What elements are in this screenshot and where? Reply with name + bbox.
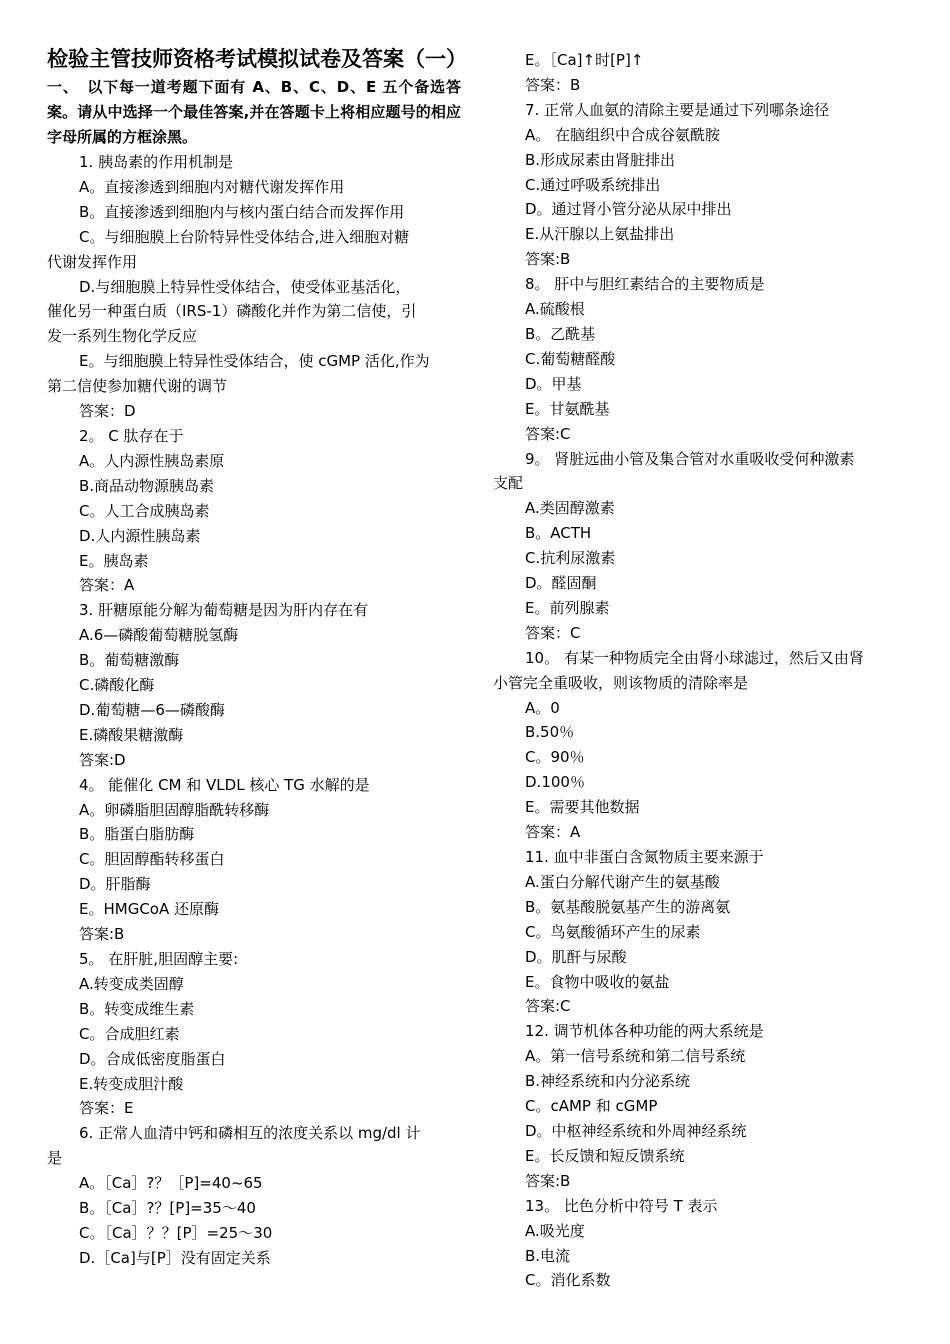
text-line: C。鸟氨酸循环产生的尿素 [525,922,701,941]
text-line: A.6—磷酸葡萄糖脱氢酶 [79,626,239,645]
text-line: 11. 血中非蛋白含氮物质主要来源于 [525,848,764,866]
text-line: E。HMGCoA 还原酶 [79,900,220,919]
text-line: C。与细胞膜上台阶特异性受体结合,进入细胞对糖 [79,227,410,246]
text-line: 9。 肾脏远曲小管及集合管对水重吸收受何种激素 [525,449,855,468]
text-line: 2。 C 肽存在于 [79,426,184,445]
text-line: E。胰岛素 [79,551,149,570]
text-line: 6. 正常人血清中钙和磷相互的浓度关系以 mg/dl 计 [79,1124,421,1143]
text-line: E。食物中吸收的氨盐 [525,972,670,991]
text-line: 12. 调节机体各种功能的两大系统是 [525,1022,764,1041]
text-line: 是 [47,1149,63,1168]
text-line: 答案:D [79,750,126,769]
text-line: C。90％ [525,748,585,767]
text-line: E.从汗腺以上氨盐排出 [525,225,675,244]
text-line: A。0 [525,698,560,717]
text-line: A。 在脑组织中合成谷氨酰胺 [525,125,721,144]
text-line: 13。 比色分析中符号 T 表示 [525,1196,718,1215]
text-line: 8。 肝中与胆红素结合的主要物质是 [525,275,765,294]
text-line: B.50％ [525,723,575,742]
text-line: C。合成胆红素 [79,1024,180,1043]
text-line: A。直接渗透到细胞内对糖代谢发挥作用 [79,177,345,196]
text-line: 代谢发挥作用 [47,252,138,271]
text-line: 答案：A [525,823,581,842]
text-line: 答案：A [79,576,135,595]
text-line: 5。 在肝脏,胆固醇主要: [79,950,239,968]
text-line: 7. 正常人血氨的清除主要是通过下列哪条途径 [525,100,830,119]
text-line: D.葡萄糖—6—磷酸酶 [79,700,225,719]
text-line: A.类固醇激素 [525,499,615,518]
text-line: E。［Ca]↑时[P]↑ [525,51,644,69]
text-line: C.通过呼吸系统排出 [525,175,661,194]
text-line: C.抗利尿激素 [525,549,616,568]
text-line: 答案:B [79,925,125,944]
text-line: C。人工合成胰岛素 [79,501,210,520]
left-question-list [47,150,461,1271]
text-line: 小管完全重吸收，则该物质的清除率是 [493,673,749,692]
text-line: B。脂蛋白脂肪酶 [79,825,195,844]
text-line: 答案:C [525,997,571,1016]
text-line: D。通过肾小管分泌从尿中排出 [525,200,732,219]
text-line: D。肌酐与尿酸 [525,947,627,966]
text-line: E。前列腺素 [525,598,610,617]
text-line: D.［Ca]与[P］没有固定关系 [79,1248,271,1267]
text-line: D。醛固酮 [525,574,597,593]
text-line: 4。 能催化 CM 和 VLDL 核心 TG 水解的是 [79,775,370,794]
text-line: B.形成尿素由肾脏排出 [525,150,676,169]
left-column [47,46,467,1271]
text-line: C.磷酸化酶 [79,676,155,695]
text-line: 10。 有某一种物质完全由肾小球滤过，然后又由肾 [525,648,864,667]
text-line: C。胆固醇酯转移蛋白 [79,850,225,869]
text-line: A.转变成类固醇 [79,974,184,993]
text-line: D。合成低密度脂蛋白 [79,1049,226,1068]
text-line: D。甲基 [525,374,582,393]
text-line: E。需要其他数据 [525,798,640,817]
text-line: E.转变成胆汁酸 [79,1074,184,1093]
text-line: A。［Ca］?？［P]=40~65 [79,1174,263,1193]
text-line: B。ACTH [525,524,592,543]
right-question-list [493,48,907,1293]
text-line: 1. 胰岛素的作用机制是 [79,153,234,171]
text-line: A。卵磷脂胆固醇脂酰转移酶 [79,800,270,819]
text-line: 答案：D [79,402,136,421]
text-line: A.硫酸根 [525,300,585,319]
text-line: B。乙酰基 [525,324,596,343]
text-line: E。甘氨酰基 [525,399,610,418]
text-line: 答案:C [525,424,571,443]
text-line: A。第一信号系统和第二信号系统 [525,1047,746,1066]
text-line: A。人内源性胰岛素原 [79,451,225,470]
text-line: E。长反馈和短反馈系统 [525,1146,685,1165]
text-line: B。直接渗透到细胞内与核内蛋白结合而发挥作用 [79,202,405,221]
text-line: D.人内源性胰岛素 [79,526,201,545]
text-line: A.蛋白分解代谢产生的氨基酸 [525,872,720,891]
text-line: C。cAMP 和 cGMP [525,1097,658,1116]
text-line: B。葡萄糖激酶 [79,651,180,670]
text-line: D。肝脂酶 [79,875,151,894]
text-line: B。［Ca］?？[P]=35～40 [79,1199,256,1218]
text-line: 答案:B [525,1171,571,1190]
text-line: C。消化系数 [525,1271,611,1290]
text-line: 答案:B [525,250,571,269]
text-line: D.100％ [525,773,585,792]
text-line: 发一系列生物化学反应 [47,327,198,346]
text-line: B。氨基酸脱氨基产生的游离氨 [525,897,731,916]
text-line: E.磷酸果糖激酶 [79,725,184,744]
text-line: 3. 肝糖原能分解为葡萄糖是因为肝内存在有 [79,601,369,620]
text-line: 第二信使参加糖代谢的调节 [47,377,228,396]
text-line: B.电流 [525,1246,571,1265]
text-line: E。与细胞膜上特异性受体结合，使 cGMP 活化,作为 [79,352,430,371]
text-line: D。中枢神经系统和外周神经系统 [525,1121,747,1140]
text-line: B。转变成维生素 [79,999,195,1018]
text-line: D.与细胞膜上特异性受体结合，使受体亚基活化， [79,277,411,296]
right-column [493,48,907,1293]
text-line: 答案：B [525,75,581,94]
text-line: 答案：E [79,1099,134,1118]
document-title: 检验主管技师资格考试模拟试卷及答案（一） [47,47,467,71]
text-line: C.葡萄糖醛酸 [525,349,616,368]
text-line: 催化另一种蛋白质（IRS-1）磷酸化并作为第二信使，引 [47,302,417,321]
text-line: 答案：C [525,623,581,642]
section-instructions: 一、 以下每一道考题下面有 A、B、C、D、E 五个备选答案。请从中选择一个最佳答案,并在答题卡上将相应题号的相应字母所属的方框涂黑。 [47,78,461,146]
text-line: B.神经系统和内分泌系统 [525,1072,691,1091]
text-line: B.商品动物源胰岛素 [79,476,215,495]
text-line: A.吸光度 [525,1221,585,1240]
text-line: C。［Ca］？？[P］=25～30 [79,1223,273,1242]
text-line: 支配 [493,474,524,493]
